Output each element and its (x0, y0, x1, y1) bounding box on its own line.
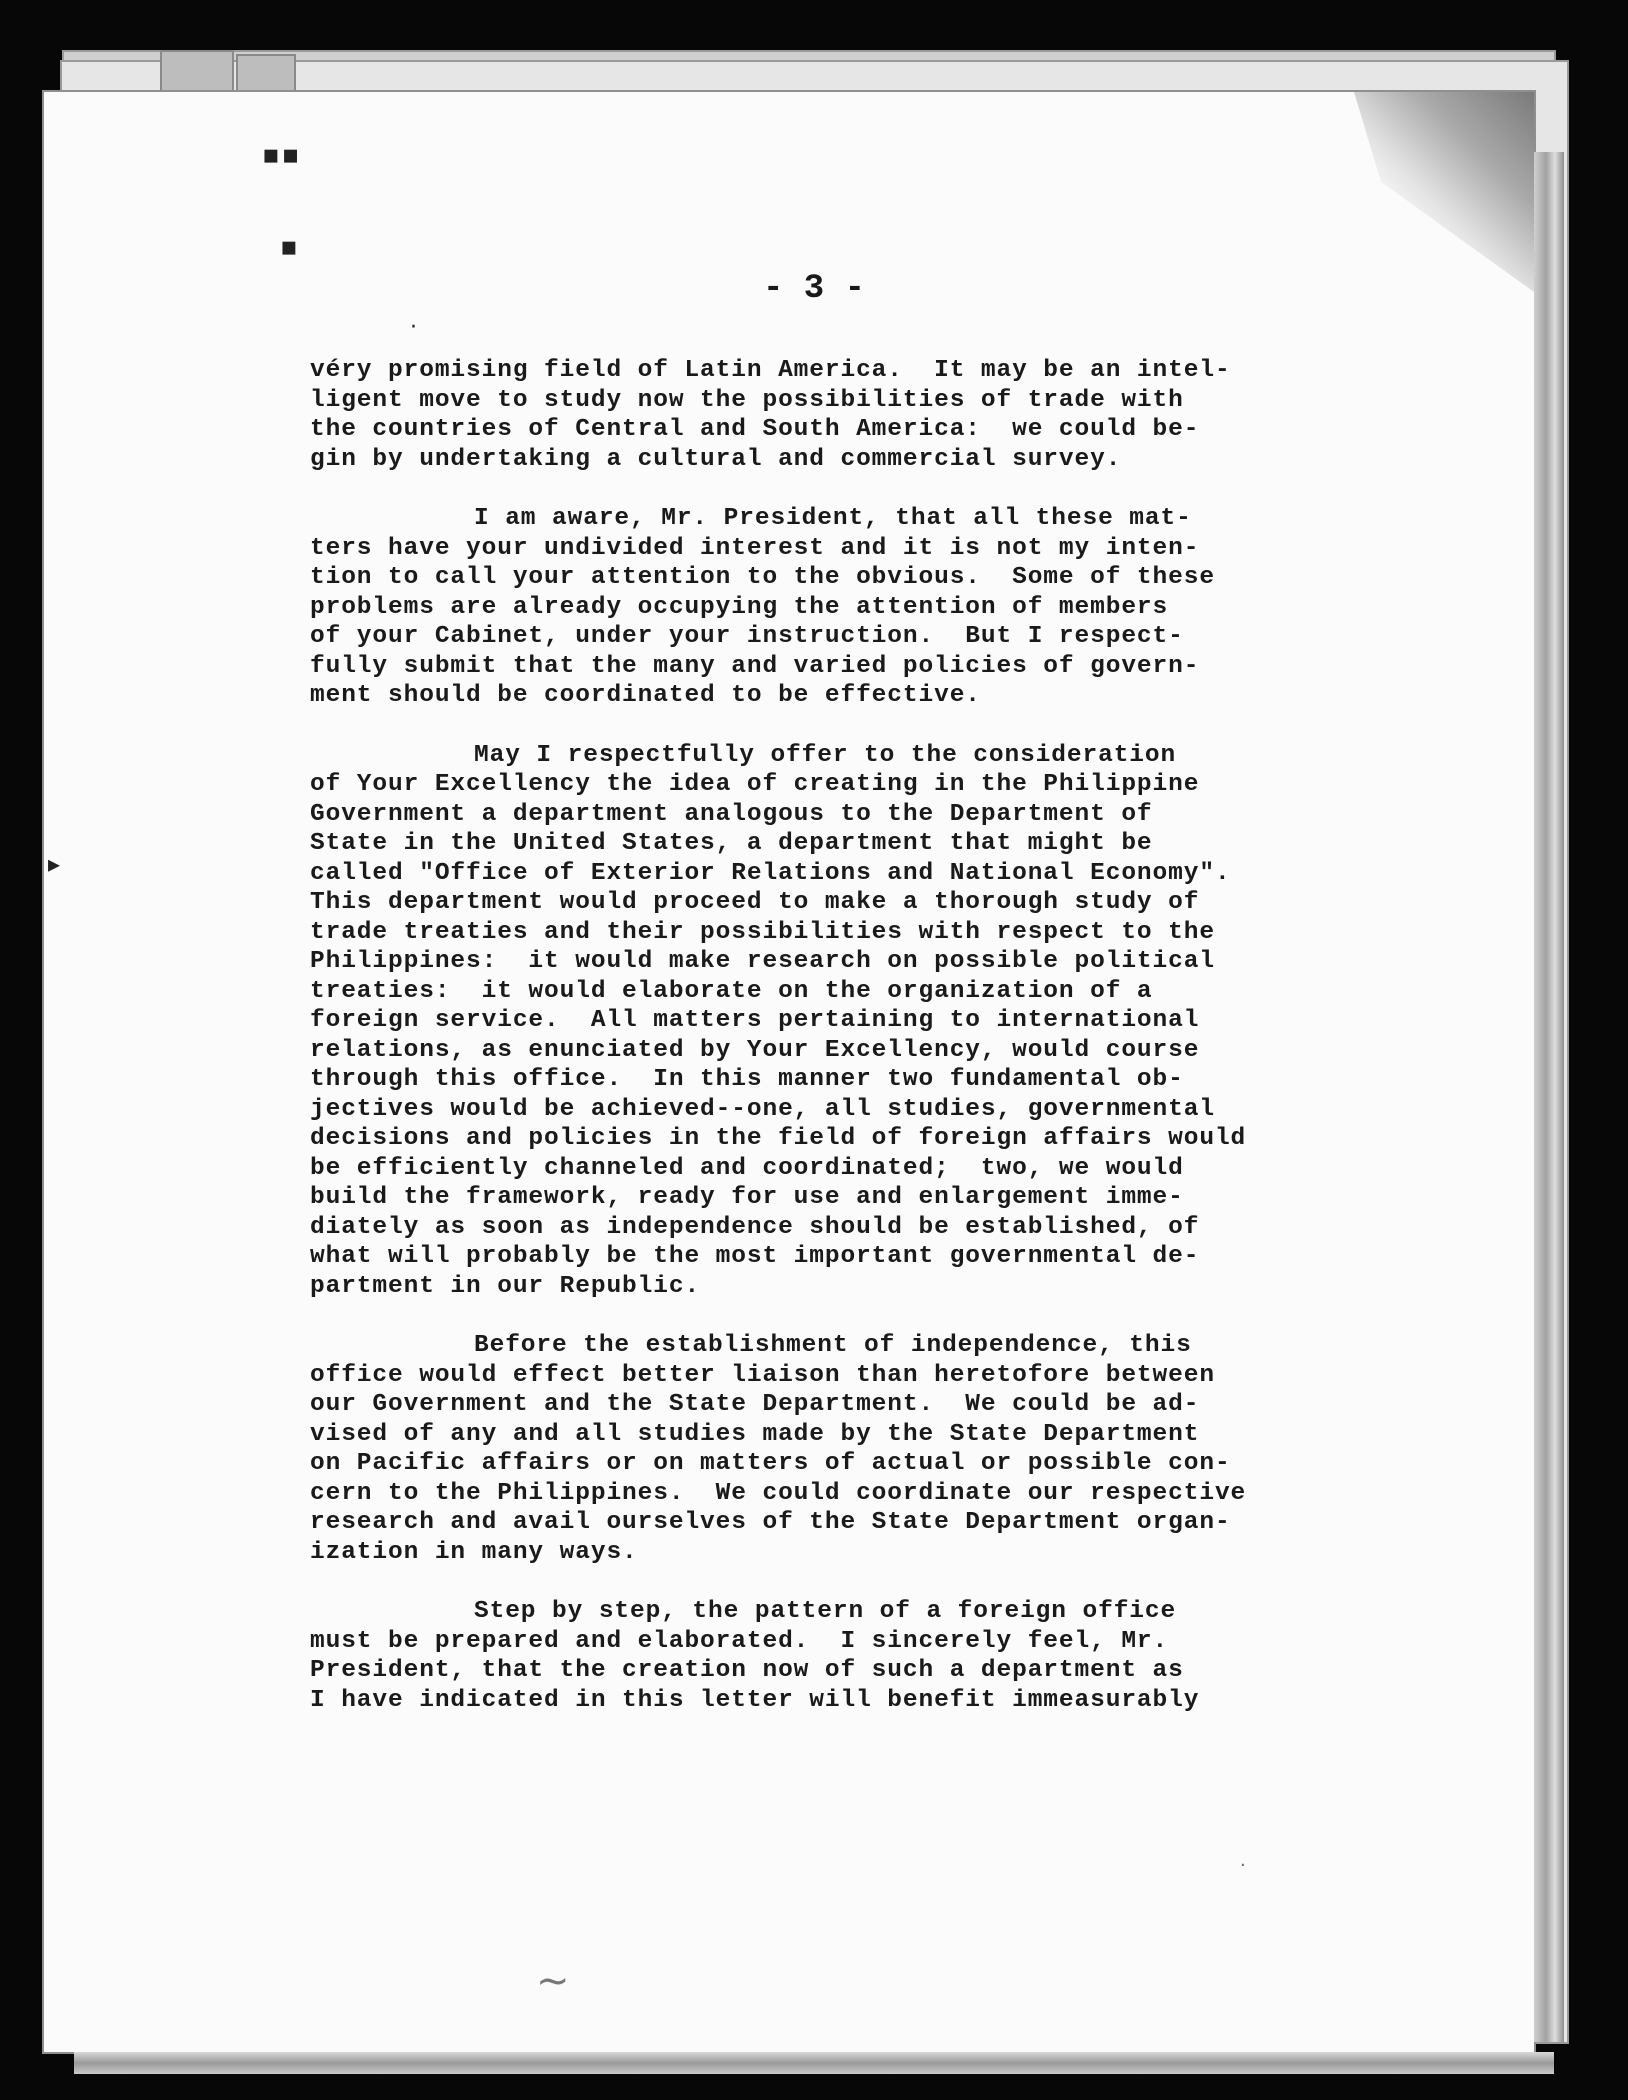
text-line: Before the establishment of independence, this (474, 1332, 1192, 1359)
text-line: decisions and policies in the field of foreign affairs would (310, 1125, 1247, 1152)
paragraph (310, 356, 1400, 474)
text-line: This department would proceed to make a thorough study of (310, 889, 1200, 916)
text-line: fully submit that the many and varied policies of govern- (310, 652, 1200, 680)
text-line: May I respectfully offer to the consideration (474, 741, 1177, 769)
paragraph (310, 504, 1400, 711)
text-line: ization in many ways. (310, 1538, 638, 1566)
stack-edge-bottom (74, 2052, 1554, 2074)
faint-mark-icon: · (1240, 1855, 1246, 1876)
paragraph (310, 1331, 1400, 1567)
text-line: be efficiently channeled and coordinated; two, we would (310, 1154, 1184, 1182)
ink-dot-icon: ▪ (280, 232, 298, 262)
text-line: vised of any and all studies made by the State Department (310, 1420, 1200, 1448)
text-line: office would effect better liaison than heretofore between (310, 1361, 1215, 1389)
page-number: - 3 - (762, 270, 866, 308)
paper-clip-mark-icon: ~ (536, 1958, 570, 2004)
text-line: build the framework, ready for use and enlargement imme- (310, 1184, 1184, 1211)
text-line: véry promising field of Latin America. It may be an intel- (310, 357, 1231, 384)
folder-tab (160, 50, 234, 92)
text-line: partment in our Republic. (310, 1272, 701, 1300)
text-line: President, that the creation now of such a department as (310, 1657, 1184, 1684)
text-line: trade treaties and their possibilities with respect to the (310, 918, 1215, 946)
text-line: tion to call your attention to the obvious. Some of these (310, 564, 1215, 591)
text-line: research and avail ourselves of the State Department organ- (310, 1509, 1231, 1536)
text-line: the countries of Central and South America: we could be- (310, 416, 1200, 443)
text-line: jectives would be achieved--one, all studies, governmental (310, 1095, 1215, 1123)
text-line: of Your Excellency the idea of creating in the Philippine (310, 771, 1200, 798)
text-line: must be prepared and elaborated. I sincerely feel, Mr. (310, 1627, 1169, 1655)
text-line: our Government and the State Department. We could be ad- (310, 1391, 1200, 1418)
text-line: gin by undertaking a cultural and commercial survey. (310, 445, 1122, 473)
text-line: ligent move to study now the possibilities of trade with (310, 386, 1184, 414)
text-line: relations, as enunciated by Your Excellency, would course (310, 1036, 1200, 1064)
text-line: treaties: it would elaborate on the organization of a (310, 977, 1153, 1005)
text-line: State in the United States, a department that might be (310, 830, 1153, 857)
text-line: foreign service. All matters pertaining to international (310, 1007, 1200, 1034)
punch-marks-icon: ▪▪ (262, 140, 302, 170)
text-line: problems are already occupying the attention of members (310, 593, 1169, 621)
text-line: diately as soon as independence should be established, of (310, 1213, 1200, 1241)
text-line: ters have your undivided interest and it is not my inten- (310, 534, 1200, 562)
text-line: I have indicated in this letter will benefit immeasurably (310, 1686, 1200, 1714)
folder-tab (236, 54, 296, 92)
stack-edge-right (1534, 152, 1564, 2042)
text-line: Step by step, the pattern of a foreign office (474, 1598, 1177, 1625)
text-line: I am aware, Mr. President, that all these mat- (474, 505, 1192, 532)
paragraph (310, 1597, 1400, 1715)
text-line: ment should be coordinated to be effective. (310, 682, 981, 709)
text-line: through this office. In this manner two fundamental ob- (310, 1066, 1184, 1093)
paragraph (310, 741, 1400, 1302)
text-line: on Pacific affairs or on matters of actual or possible con- (310, 1450, 1231, 1477)
text-line: what will probably be the most important governmental de- (310, 1243, 1200, 1270)
curled-corner (1354, 92, 1534, 292)
text-line: of your Cabinet, under your instruction. But I respect- (310, 623, 1184, 650)
ink-dot-icon: · (410, 315, 417, 340)
text-line: called "Office of Exterior Relations and National Economy". (310, 859, 1231, 887)
margin-mark-icon: ▸ (48, 850, 61, 878)
letter-body (310, 356, 1400, 1745)
text-line: cern to the Philippines. We could coordinate our respective (310, 1479, 1247, 1507)
text-line: Philippines: it would make research on possible political (310, 948, 1215, 975)
text-line: Government a department analogous to the Department of (310, 800, 1153, 828)
